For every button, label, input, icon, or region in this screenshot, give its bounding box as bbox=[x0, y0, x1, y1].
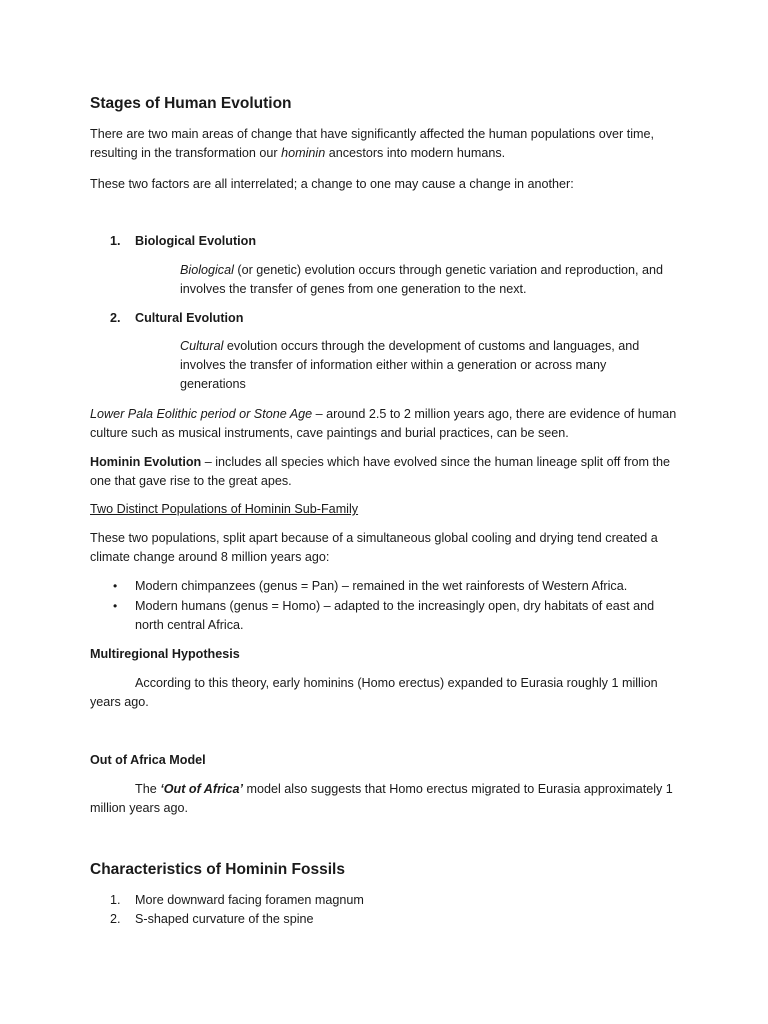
bullet-item-humans bbox=[90, 597, 680, 635]
list-number: 1. bbox=[110, 893, 121, 907]
list-item-biological-evolution bbox=[90, 232, 680, 251]
hominin-line-2: one that gave rise to the great apes. bbox=[90, 474, 292, 488]
list-label: More downward facing foramen magnum bbox=[135, 893, 364, 907]
out-of-africa-term: ‘Out of Africa’ bbox=[160, 782, 243, 796]
hominin-text: – includes all species which have evolved since the human lineage split off from the bbox=[201, 455, 671, 469]
bullet-text: Modern chimpanzees (genus = Pan) – remained in the wet rainforests of Western Africa. bbox=[135, 579, 628, 593]
bio-line-1 bbox=[180, 261, 680, 280]
heading-stages-of-human-evolution: Stages of Human Evolution bbox=[90, 95, 292, 112]
list-number: 1. bbox=[110, 234, 121, 248]
ooa-line-1 bbox=[90, 780, 680, 799]
hominin-term: hominin bbox=[281, 146, 326, 160]
bio-line-2: involves the transfer of genes from one generation to the next. bbox=[180, 282, 527, 296]
multi-line-2: years ago. bbox=[90, 695, 149, 709]
out-of-africa-paragraph bbox=[90, 780, 680, 818]
stone-age-paragraph bbox=[90, 405, 680, 443]
bullet-line-2: north central Africa. bbox=[135, 618, 244, 632]
heading-characteristics-of-hominin-fossils: Characteristics of Hominin Fossils bbox=[90, 861, 345, 878]
list-item-cultural-evolution bbox=[90, 309, 680, 328]
out-of-africa-heading: Out of Africa Model bbox=[90, 753, 206, 767]
list-label: Biological Evolution bbox=[135, 234, 257, 248]
multi-line-1: According to this theory, early hominins (Homo erectus) expanded to Eurasia roughly 1 million bbox=[135, 676, 658, 690]
bullet-icon: • bbox=[113, 579, 118, 593]
multiregional-hypothesis-heading: Multiregional Hypothesis bbox=[90, 647, 240, 661]
cult-line-3: generations bbox=[180, 377, 246, 391]
intro-line-1: There are two main areas of change that have significantly affected the human populations over time, bbox=[90, 127, 655, 141]
ooa-line-2: million years ago. bbox=[90, 801, 188, 815]
biological-evolution-description bbox=[180, 261, 680, 299]
intro-line-2 bbox=[90, 144, 680, 163]
cult-text: evolution occurs through the development of customs and languages, and bbox=[223, 339, 640, 353]
multiregional-paragraph bbox=[90, 674, 680, 712]
stone-age-term: Lower Pala Eolithic period or Stone Age bbox=[90, 407, 313, 421]
fossil-list-item-1 bbox=[90, 891, 680, 910]
stone-age-line-2: culture such as musical instruments, cave paintings and burial practices, can be seen. bbox=[90, 426, 569, 440]
populations-line-1: These two populations, split apart because of a simultaneous global cooling and drying tend created a bbox=[90, 531, 658, 545]
cultural-term: Cultural bbox=[180, 339, 224, 353]
intro-paragraph bbox=[90, 125, 680, 163]
populations-line-2: climate change around 8 million years ago: bbox=[90, 550, 330, 564]
bio-text: (or genetic) evolution occurs through genetic variation and reproduction, and bbox=[233, 263, 664, 277]
ooa-pre: The bbox=[135, 782, 161, 796]
intro-text-post: ancestors into modern humans. bbox=[325, 146, 506, 160]
ooa-text: model also suggests that Homo erectus migrated to Eurasia approximately 1 bbox=[243, 782, 673, 796]
bullet-text bbox=[135, 597, 680, 635]
list-label: Cultural Evolution bbox=[135, 311, 244, 325]
bullet-icon: • bbox=[113, 599, 118, 613]
bullet-line-1: Modern humans (genus = Homo) – adapted to the increasingly open, dry habitats of east and bbox=[135, 599, 655, 613]
cult-line-1 bbox=[180, 337, 680, 356]
biological-term: Biological bbox=[180, 263, 234, 277]
two-populations-heading: Two Distinct Populations of Hominin Sub-Family bbox=[90, 502, 359, 516]
bullet-item-chimpanzees bbox=[90, 577, 680, 596]
stone-age-line-1 bbox=[90, 405, 680, 424]
populations-paragraph bbox=[90, 529, 680, 567]
cult-line-2: involves the transfer of information either within a generation or across many bbox=[180, 358, 607, 372]
hominin-evolution-term: Hominin Evolution bbox=[90, 455, 202, 469]
fossil-list-item-2 bbox=[90, 910, 680, 929]
hominin-evolution-paragraph bbox=[90, 453, 680, 491]
list-number: 2. bbox=[110, 912, 121, 926]
list-label: S-shaped curvature of the spine bbox=[135, 912, 314, 926]
intro-text-pre: resulting in the transformation our bbox=[90, 146, 282, 160]
hominin-line-1 bbox=[90, 453, 680, 472]
cultural-evolution-description bbox=[180, 337, 680, 394]
stone-age-text: – around 2.5 to 2 million years ago, there are evidence of human bbox=[312, 407, 677, 421]
list-number: 2. bbox=[110, 311, 121, 325]
factors-paragraph: These two factors are all interrelated; a change to one may cause a change in another: bbox=[90, 177, 574, 191]
